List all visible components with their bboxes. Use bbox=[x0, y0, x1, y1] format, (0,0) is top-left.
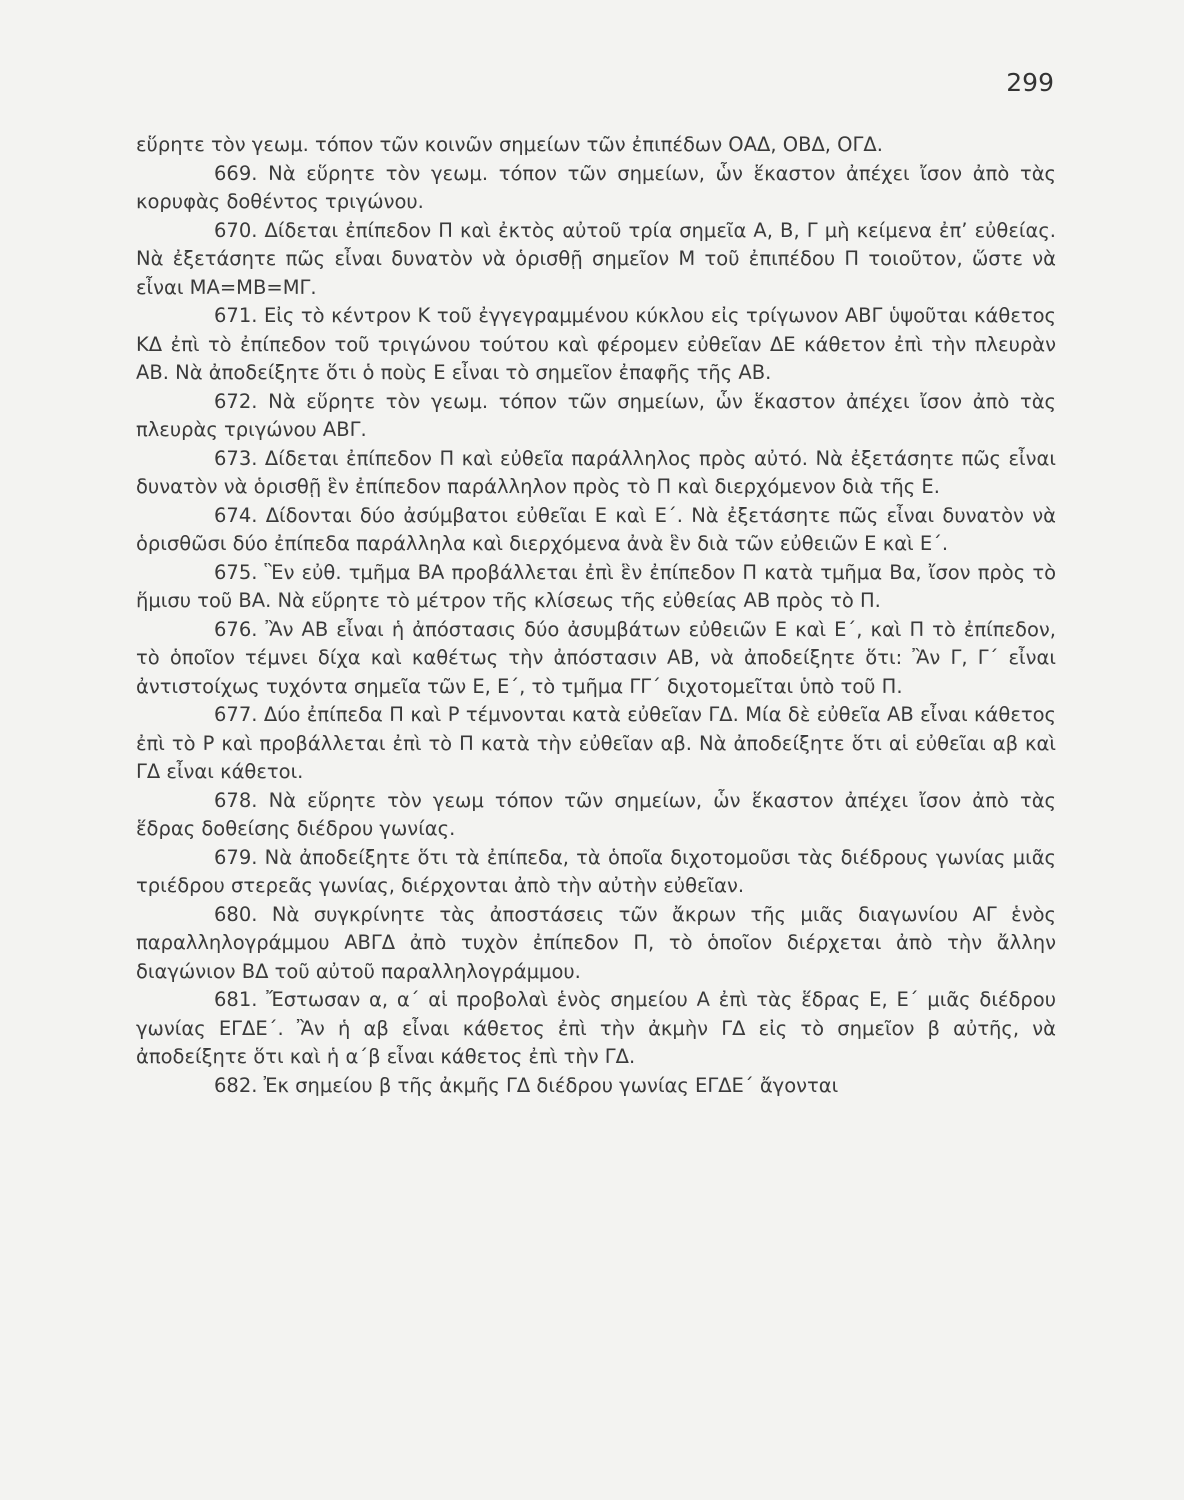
exercise-paragraph: 682. Ἐκ σημείου β τῆς ἀκμῆς ΓΔ διέδρου γωνίας ΕΓΔΕ΄ ἄγονται bbox=[214, 1073, 839, 1097]
exercise-paragraph: 678. Νὰ εὕρητε τὸν γεωμ τόπον τῶν σημείων, ὧν ἕκαστον ἀπέχει ἴσον ἀπὸ τὰς ἕδρας δοθείσης διέδρου γωνίας. bbox=[136, 788, 1056, 840]
exercise-paragraph: 679. Νὰ ἀποδείξητε ὅτι τὰ ἐπίπεδα, τὰ ὁποῖα διχοτομοῦσι τὰς διέδρους γωνίας μιᾶς τριέδρου στερεᾶς γωνίας, διέρχονται ἀπὸ τὴν αὐτὴν εὐθεῖαν. bbox=[136, 845, 1056, 897]
exercise-paragraph: 675. Ἓν εὐθ. τμῆμα ΒΑ προβάλλεται ἐπὶ ἓν ἐπίπεδον Π κατὰ τμῆμα Βα, ἴσον πρὸς τὸ ἥμισυ τοῦ ΒΑ. Νὰ εὕρητε τὸ μέτρον τῆς κλίσεως τῆς εὐθείας ΑΒ πρὸς τὸ Π. bbox=[136, 560, 1056, 612]
exercise-paragraph: 674. Δίδονται δύο ἀσύμβατοι εὐθεῖαι Ε καὶ Ε΄. Νὰ ἐξετάσητε πῶς εἶναι δυνατὸν νὰ ὁρισθῶσι δύο ἐπίπεδα παράλληλα καὶ διερχόμενα ἀνὰ ἓν διὰ τῶν εὐθειῶν Ε καὶ Ε΄. bbox=[136, 503, 1056, 555]
exercise-paragraph: εὕρητε τὸν γεωμ. τόπον τῶν κοινῶν σημείων τῶν ἐπιπέδων ΟΑΔ, ΟΒΔ, ΟΓΔ. bbox=[136, 133, 883, 156]
exercise-paragraph: 680. Νὰ συγκρίνητε τὰς ἀποστάσεις τῶν ἄκρων τῆς μιᾶς διαγωνίου ΑΓ ἑνὸς παραλληλογράμμου ΑΒΓΔ ἀπὸ τυχὸν ἐπίπεδον Π, τὸ ὁποῖον διέρχεται ἀπὸ τὴν ἄλλην διαγώνιον ΒΔ τοῦ αὐτοῦ παραλληλογράμμου. bbox=[136, 902, 1056, 983]
exercise-paragraph: 672. Νὰ εὕρητε τὸν γεωμ. τόπον τῶν σημείων, ὧν ἕκαστον ἀπέχει ἴσον ἀπὸ τὰς πλευρὰς τριγώνου ΑΒΓ. bbox=[136, 389, 1056, 441]
page-number: 299 bbox=[1006, 68, 1054, 97]
exercise-paragraph: 669. Νὰ εὕρητε τὸν γεωμ. τόπον τῶν σημείων, ὧν ἕκαστον ἀπέχει ἴσον ἀπὸ τὰς κορυφὰς δοθέντος τριγώνου. bbox=[136, 161, 1056, 213]
exercise-paragraph: 670. Δίδεται ἐπίπεδον Π καὶ ἐκτὸς αὐτοῦ τρία σημεῖα Α, Β, Γ μὴ κείμενα ἐπ’ εὐθείας. Νὰ ἐξετάσητε πῶς εἶναι δυνατὸν νὰ ὁρισθῇ σημεῖον Μ τοῦ ἐπιπέδου Π τοιοῦτον, ὥστε νὰ εἶναι ΜΑ=ΜΒ=ΜΓ. bbox=[136, 218, 1056, 299]
exercise-paragraph: 676. Ἂν ΑΒ εἶναι ἡ ἀπόστασις δύο ἀσυμβάτων εὐθειῶν Ε καὶ Ε΄, καὶ Π τὸ ἐπίπεδον, τὸ ὁποῖον τέμνει δίχα καὶ καθέτως τὴν ἀπόστασιν ΑΒ, νὰ ἀποδείξητε ὅτι: Ἂν Γ, Γ΄ εἶναι ἀντιστοίχως τυχόντα σημεῖα τῶν Ε, Ε΄, τὸ τμῆμα ΓΓ΄ διχοτομεῖται ὑπὸ τοῦ Π. bbox=[136, 617, 1056, 698]
exercise-paragraph: 673. Δίδεται ἐπίπεδον Π καὶ εὐθεῖα παράλληλος πρὸς αὐτό. Νὰ ἐξετάσητε πῶς εἶναι δυνατὸν νὰ ὁρισθῇ ἓν ἐπίπεδον παράλληλον πρὸς τὸ Π καὶ διερχόμενον διὰ τῆς Ε. bbox=[136, 446, 1056, 498]
exercise-paragraph: 681. Ἔστωσαν α, α΄ αἱ προβολαὶ ἑνὸς σημείου Α ἐπὶ τὰς ἕδρας Ε, Ε΄ μιᾶς διέδρου γωνίας ΕΓΔΕ΄. Ἂν ἡ αβ εἶναι κάθετος ἐπὶ τὴν ἀκμὴν ΓΔ εἰς τὸ σημεῖον β αὐτῆς, νὰ ἀποδείξητε ὅτι καὶ ἡ α΄β εἶναι κάθετος ἐπὶ τὴν ΓΔ. bbox=[136, 988, 1056, 1068]
exercise-paragraph: 671. Εἰς τὸ κέντρον Κ τοῦ ἐγγεγραμμένου κύκλου εἰς τρίγωνον ΑΒΓ ὑψοῦται κάθετος ΚΔ ἐπὶ τὸ ἐπίπεδον τοῦ τριγώνου τούτου καὶ φέρομεν εὐθεῖαν ΔΕ κάθετον ἐπὶ τὴν πλευρὰν ΑΒ. Νὰ ἀποδείξητε ὅτι ὁ ποὺς Ε εἶναι τὸ σημεῖον ἐπαφῆς τῆς ΑΒ. bbox=[136, 304, 1056, 384]
text-body bbox=[136, 131, 1056, 1100]
exercise-paragraph: 677. Δύο ἐπίπεδα Π καὶ Ρ τέμνονται κατὰ εὐθεῖαν ΓΔ. Μία δὲ εὐθεῖα ΑΒ εἶναι κάθετος ἐπὶ τὸ Ρ καὶ προβάλλεται ἐπὶ τὸ Π κατὰ τὴν εὐθεῖαν αβ. Νὰ ἀποδείξητε ὅτι αἱ εὐθεῖαι αβ καὶ ΓΔ εἶναι κάθετοι. bbox=[136, 703, 1056, 783]
